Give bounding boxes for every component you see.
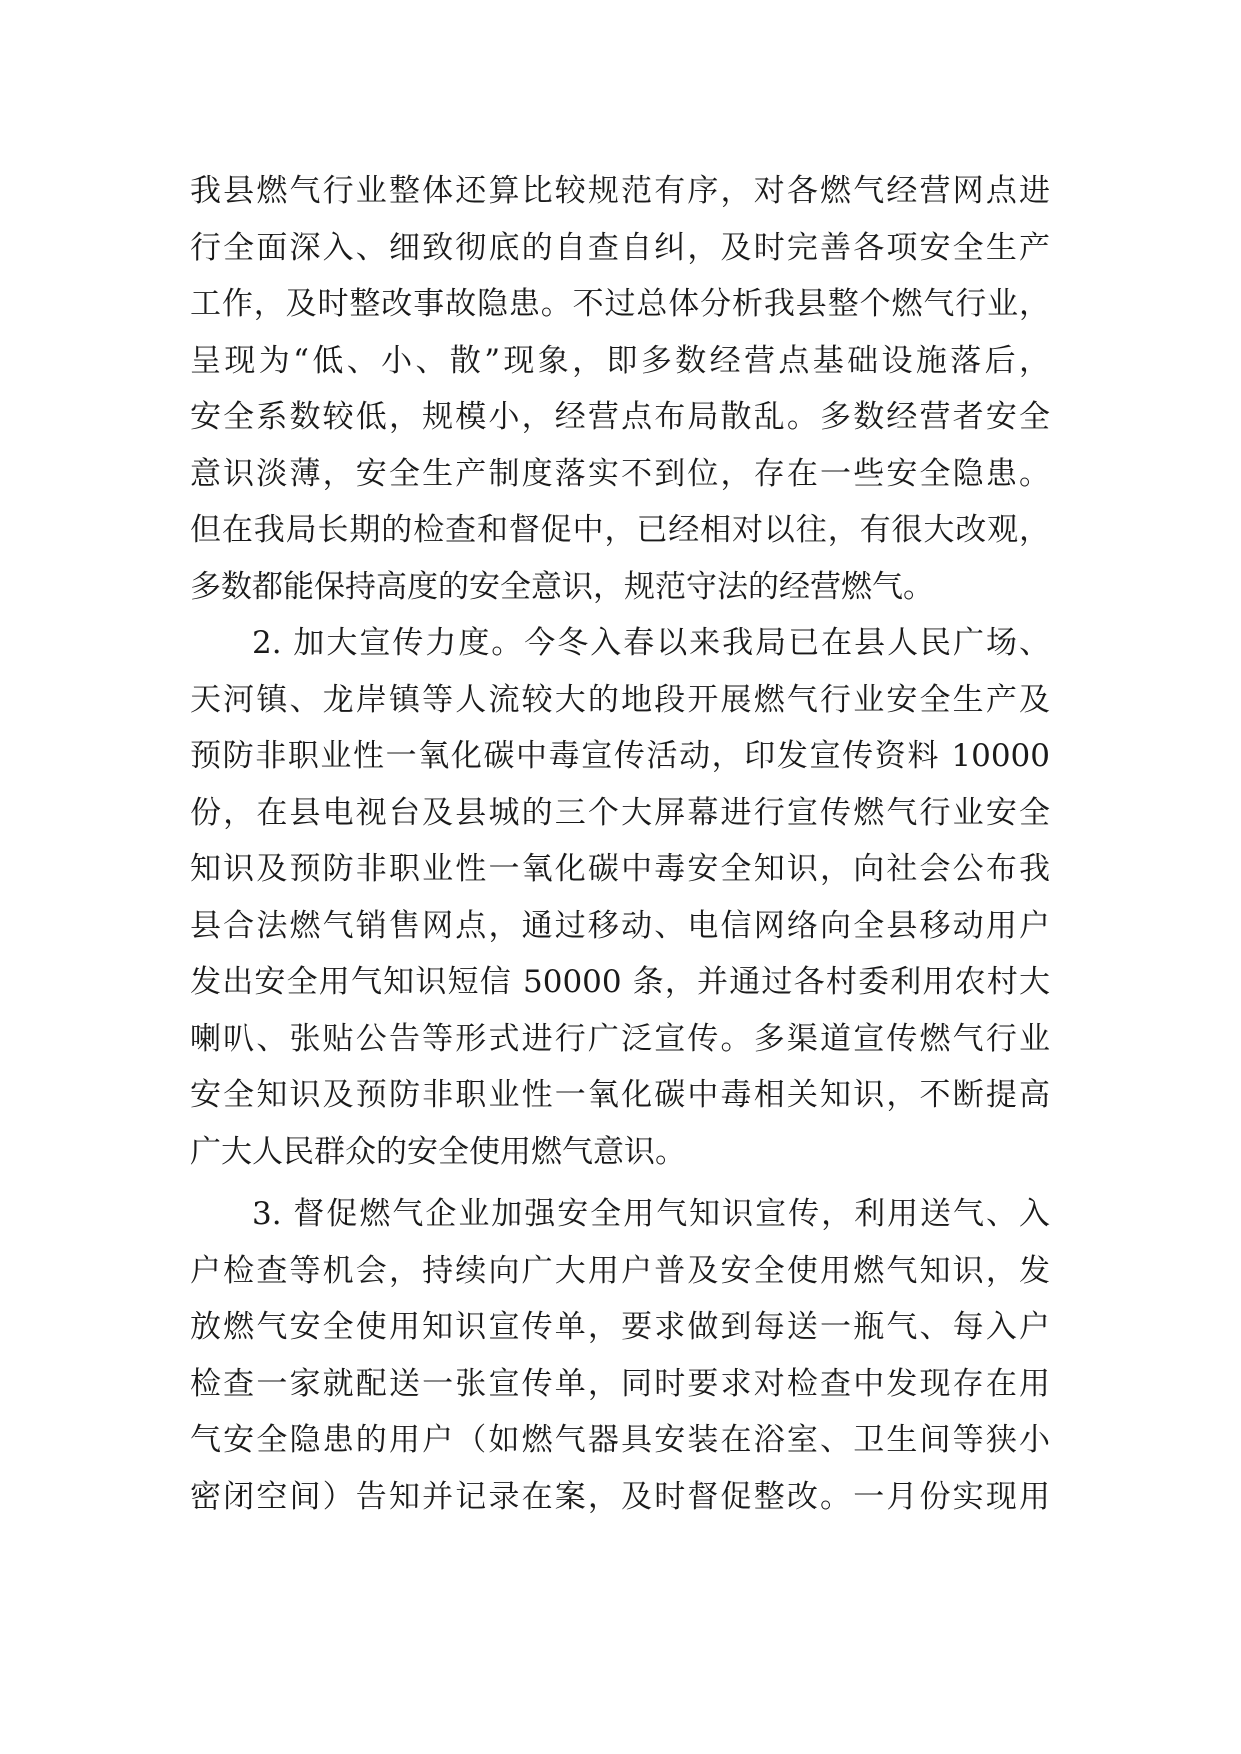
text-line: 喇叭、张贴公告等形式进行广泛宣传。多渠道宣传燃气行业 <box>190 1020 1050 1057</box>
text-line: 县合法燃气销售网点，通过移动、电信网络向全县移动用户 <box>190 907 1050 944</box>
text-line: 安全知识及预防非职业性一氧化碳中毒相关知识，不断提高 <box>190 1077 1050 1113</box>
text-line: 我县燃气行业整体还算比较规范有序，对各燃气经营网点进 <box>190 173 1050 209</box>
text-line: 安全系数较低，规模小，经营点布局散乱。多数经营者安全 <box>190 399 1050 435</box>
text-line: 2. 加大宣传力度。今冬入春以来我局已在县人民广场、 <box>252 625 1050 661</box>
text-line: 密闭空间）告知并记录在案，及时督促整改。一月份实现用 <box>190 1478 1050 1515</box>
text-line: 但在我局长期的检查和督促中，已经相对以往，有很大改观， <box>190 512 1050 548</box>
text-line: 气安全隐患的用户（如燃气器具安装在浴室、卫生间等狭小 <box>190 1422 1050 1458</box>
text-line: 意识淡薄，安全生产制度落实不到位，存在一些安全隐患。 <box>190 455 1050 492</box>
paragraph-2 <box>190 615 1050 1180</box>
paragraph-1 <box>190 163 1050 615</box>
text-line: 多数都能保持高度的安全意识，规范守法的经营燃气。 <box>190 568 934 605</box>
text-line: 工作，及时整改事故隐患。不过总体分析我县整个燃气行业， <box>190 286 1050 322</box>
text-line: 行全面深入、细致彻底的自查自纠，及时完善各项安全生产 <box>190 229 1050 266</box>
text-line: 知识及预防非职业性一氧化碳中毒安全知识，向社会公布我 <box>190 851 1050 887</box>
text-line: 呈现为“低、小、散”现象，即多数经营点基础设施落后， <box>190 342 1050 379</box>
paragraph-3 <box>190 1186 1050 1525</box>
text-line: 放燃气安全使用知识宣传单，要求做到每送一瓶气、每入户 <box>190 1309 1050 1345</box>
text-line: 3. 督促燃气企业加强安全用气知识宣传，利用送气、入 <box>252 1196 1050 1232</box>
text-line: 天河镇、龙岸镇等人流较大的地段开展燃气行业安全生产及 <box>190 681 1050 718</box>
text-line: 广大人民群众的安全使用燃气意识。 <box>190 1133 686 1170</box>
document-body <box>190 163 1050 1525</box>
text-line: 预防非职业性一氧化碳中毒宣传活动，印发宣传资料 10000 <box>190 738 1050 774</box>
text-line: 发出安全用气知识短信 50000 条，并通过各村委利用农村大 <box>190 964 1050 1000</box>
text-line: 份，在县电视台及县城的三个大屏幕进行宣传燃气行业安全 <box>190 794 1050 831</box>
text-line: 检查一家就配送一张宣传单，同时要求对检查中发现存在用 <box>190 1365 1050 1402</box>
text-line: 户检查等机会，持续向广大用户普及安全使用燃气知识，发 <box>190 1252 1050 1289</box>
